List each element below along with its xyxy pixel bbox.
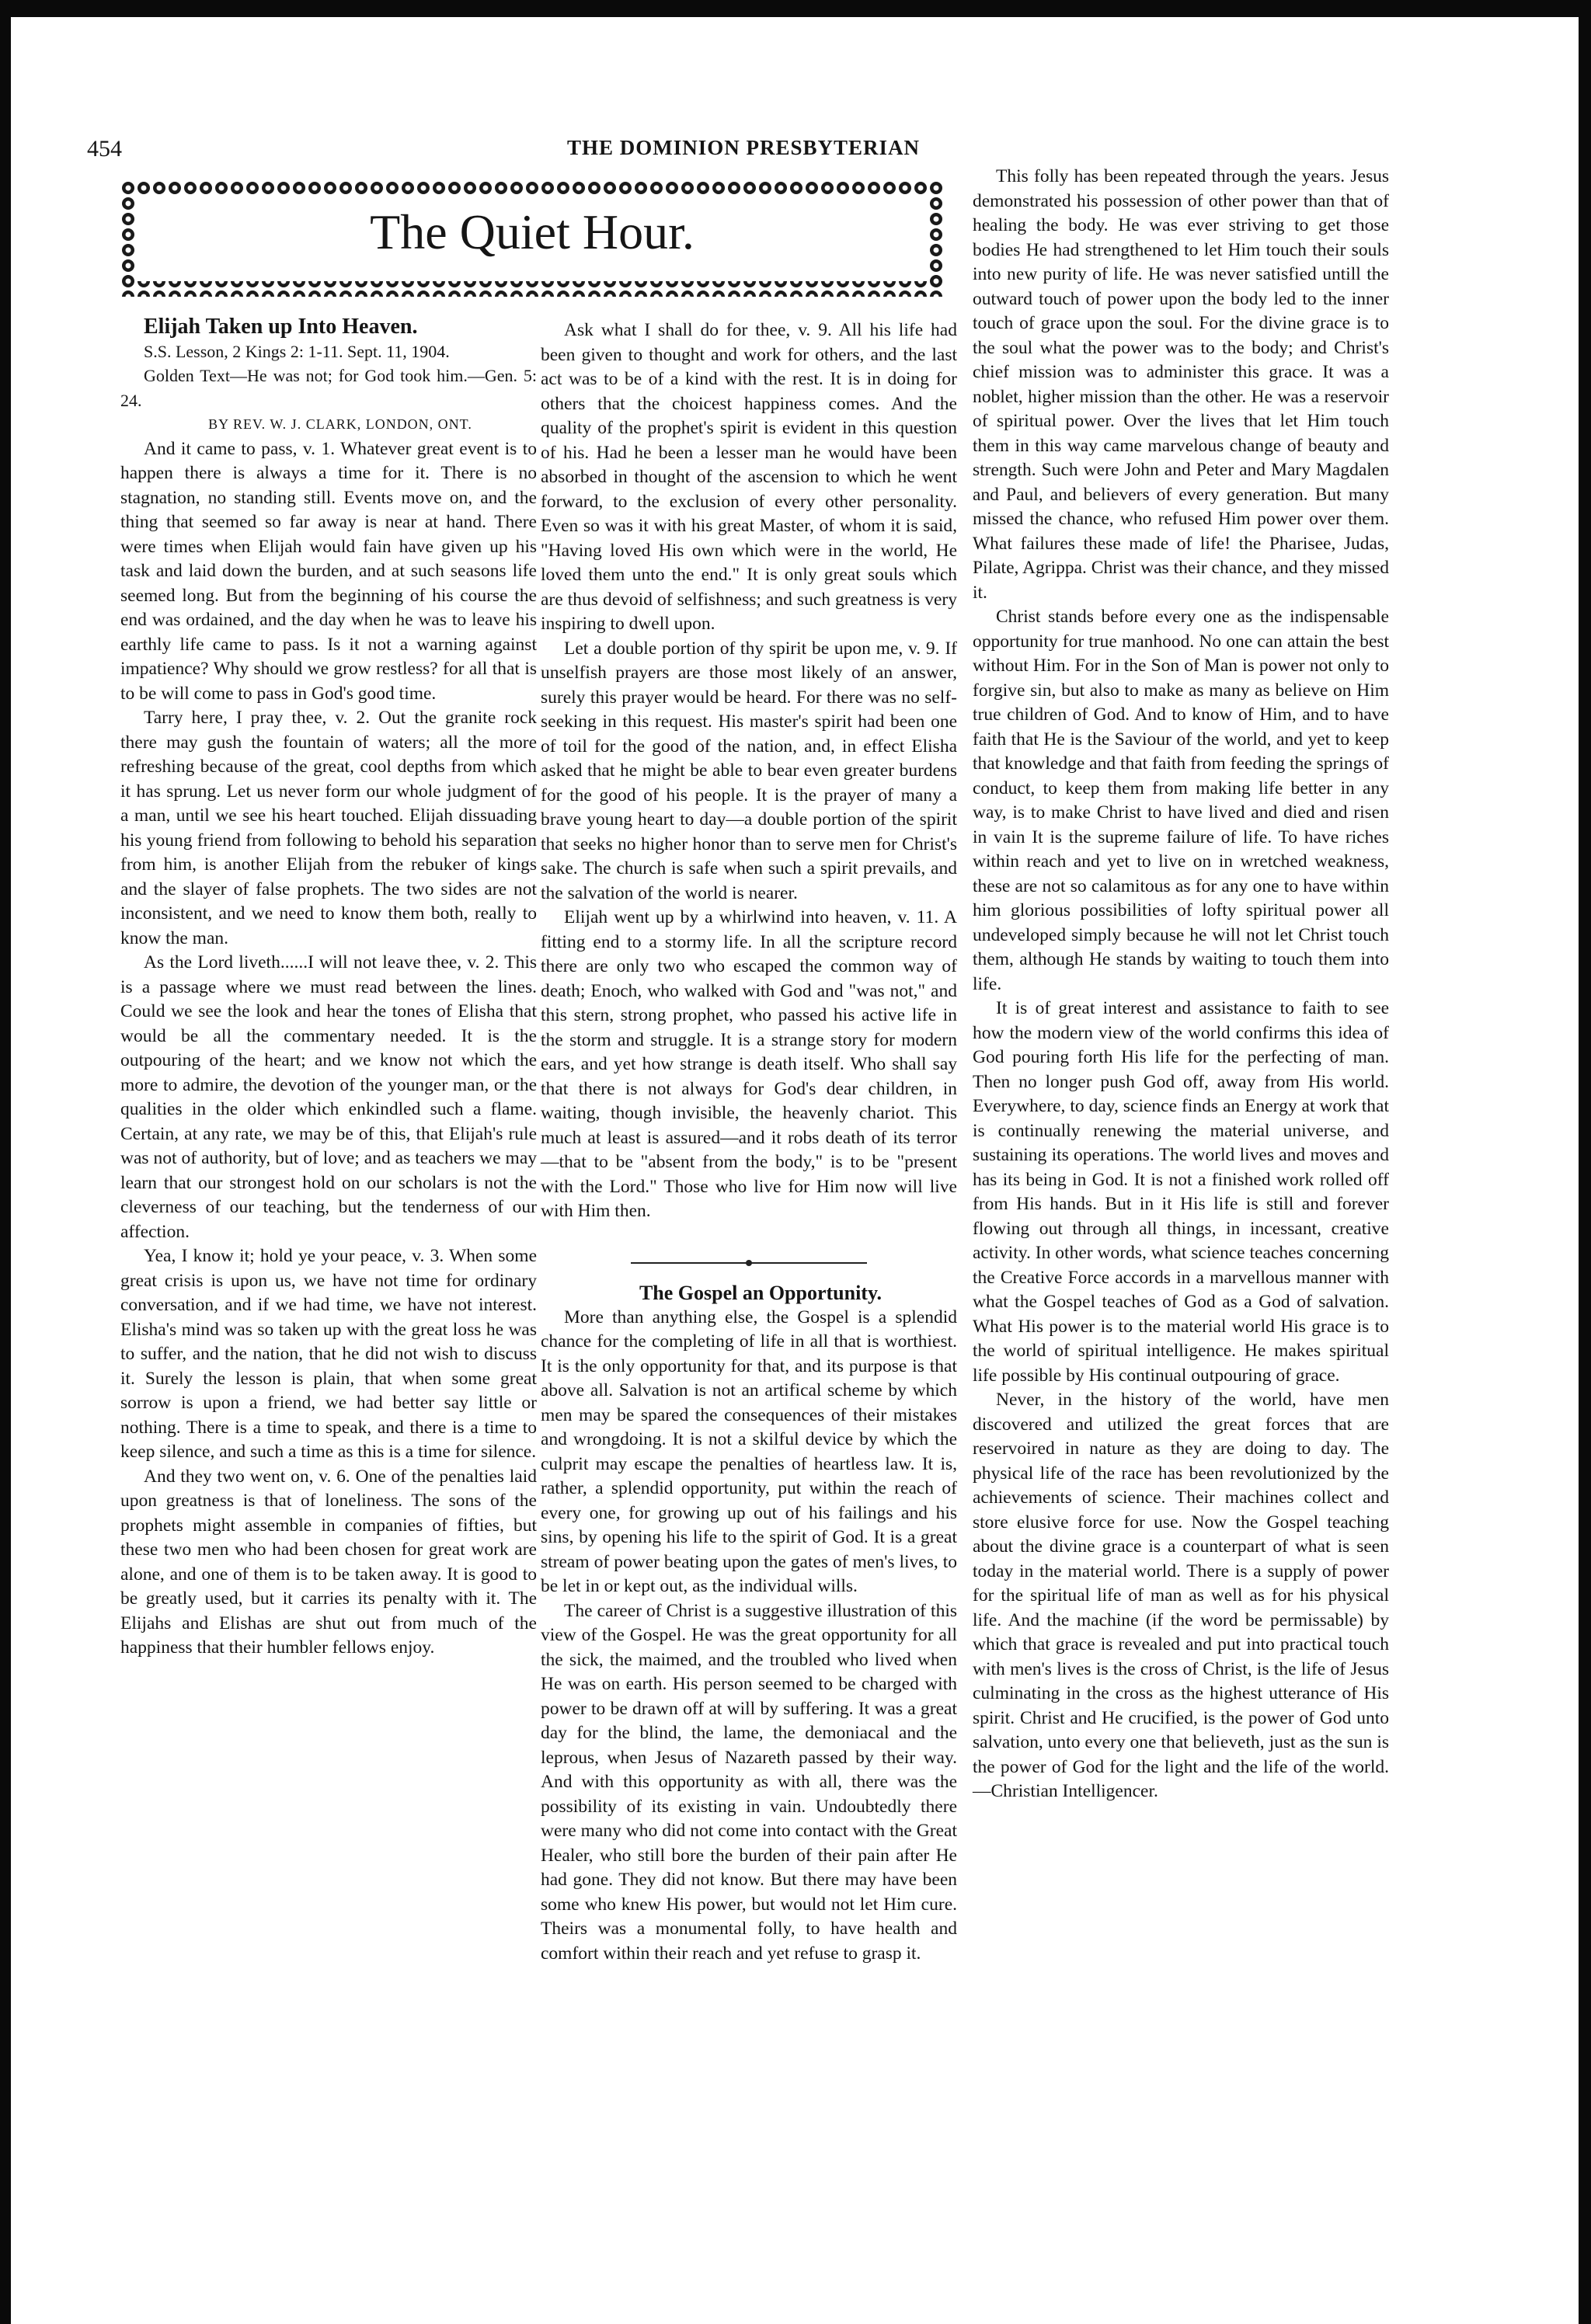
journal-title: THE DOMINION PRESBYTERIAN	[567, 136, 921, 159]
byline: BY REV. W. J. CLARK, LONDON, ONT.	[208, 416, 472, 432]
paragraph: Yea, I know it; hold ye your peace, v. 3. When some great crisis is upon us, we have not time for ordinary conversation, and if we had time, we have not interest. Elisha's mind was so taken up with the great loss he was to suffer, and the nation, that he did not wish to discuss it. Surely the lesson is plain, that when some great sorrow is upon a friend, we had better say little or nothing. There is a time to speak, and there is a time to keep silence, and such a time as this is a time for silence.	[120, 1246, 537, 1462]
paragraph: This folly has been repeated through the years. Jesus demonstrated his possession of other power than that of healing the body. He was ever striving to get those bodies He had strengthened to let Him touch their souls into new purity of life. He was never satisfied untill the outward touch of power upon the body led to the inner touch of grace upon the soul. For the divine grace is to the soul what the power was to the body; and Christ's chief mission was to administer this grace. It was a noblet, higher mission than the other. He was a reservoir of spiritual power. Over the lives that let Him touch them in this way came marvelous change of beauty and strength. Such were John and Peter and Mary Magdalen and Paul, and believers of every generation. But many missed the chance, who refused Him power over them. What failures these made of life! the Pharisee, Judas, Pilate, Agrippa. Christ was their chance, and they missed it.	[973, 166, 1389, 603]
article-title: Elijah Taken up Into Heaven.	[144, 315, 418, 339]
scan-edge-right	[1579, 0, 1591, 2324]
divider-rule	[750, 1262, 867, 1264]
article-title: The Gospel an Opportunity.	[639, 1282, 883, 1304]
paragraph: Elijah went up by a whirlwind into heaven, v. 11. A fitting end to a stormy life. In all the scripture record there are only two who escaped the common way of death; Enoch, who walked with God and "was not," and this stern, strong prophet, who passed his active life in the storm and struggle. It is a strange story for modern ears, and yet how strange is death itself. Who shall say that there is not always for God's dear children, in waiting, though invisible, the heavenly chariot. This much at least is assured—and it robs death of its terror—that to be "absent from the body," is to be "present with the Lord." Those who live for Him now will live with Him then.	[541, 907, 957, 1221]
scan-edge-left	[0, 0, 11, 2324]
column-1	[120, 315, 537, 1661]
scan-edge-top	[0, 0, 1591, 17]
paragraph: Never, in the history of the world, have men discovered and utilized the great forces that are reservoired in nature as they are doing to day. The physical life of the race has been revolutionized by the achievements of science. Their machines collect and store elusive force for use. Now the Gospel teaching about the divine grace is a counterpart of what is seen today in the material world. There is a supply of power for the spiritual life of man as well as for his physical life. And the machine (if the word be permissable) by which that grace is revealed and put into practical touch with men's lives is the cross of Christ, is the life of Jesus culminating in the cross as the highest utterance of His spirit. Christ and He crucified, is the power of God unto salvation, unto every one that believeth, just as the sun is the power of God for the light and the life of the world.—Christian Intelligencer.	[973, 1390, 1389, 1801]
paragraph: And they two went on, v. 6. One of the penalties laid upon greatness is that of loneliness. The sons of the prophets might assemble in companies of fifties, but these two men who had been chosen for great work are alone, and one of them is to be taken away. It is good to be greatly used, but it carries its penalty with it. The Elijahs and Elishas are shut out from much of the happiness that their humbler fellows enjoy.	[120, 1466, 537, 1658]
paragraph: As the Lord liveth......I will not leave thee, v. 2. This is a passage where we must read between the lines. Could we see the look and hear the tones of Elisha that would be all the commentary needed. It is the outpouring of the heart; and we know not which the more to admire, the devotion of the younger man, or the qualities in the older which enkindled such a flame. Certain, at any rate, we may be of this, that Elijah's rule was not of authority, but of love; and as teachers we may learn that our strongest hold on our scholars is not the cleverness of our teaching, but the tenderness of our affection.	[120, 952, 537, 1242]
paragraph: The career of Christ is a suggestive illustration of this view of the Gospel. He was the great opportunity for all the sick, the maimed, and the troubled who lived when He was on earth. His person seemed to be charged with power to be drawn off at will by suffering. It was a great day for the blind, the lame, the demoniacal and the leprous, when Jesus of Nazareth passed by their way. And with this opportunity as with all, there was the possibility of its existing in vain. Undoubtedly there were many who did not come into contact with the Great Healer, who still bore the burden of their pain after He had gone. They did not know. But there may have been some who knew His power, but would not let Him cure. Theirs was a monumental folly, to have health and comfort within their reach and yet refuse to grasp it.	[541, 1600, 957, 1964]
paragraph: Let a double portion of thy spirit be upon me, v. 9. If unselfish prayers are those most likely of an answer, surely this prayer would be heard. For there was no self-seeking in this request. His master's spirit had been one of toil for the good of the nation, and, in effect Elisha asked that he might be able to bear even greater burdens for the good of his people. It is the prayer of many a brave young heart to day—a double portion of the spirit that seeks no higher honor than to serve men for Christ's sake. The church is safe when such a spirit prevails, and the salvation of the world is nearer.	[541, 638, 957, 903]
column-3	[973, 165, 1389, 1804]
divider-rule	[631, 1262, 747, 1264]
page-number: 454	[87, 136, 122, 162]
lesson-reference: S.S. Lesson, 2 Kings 2: 1-11. Sept. 11, 1904.	[144, 341, 450, 361]
section-header-box	[120, 180, 944, 297]
section-title: The Quiet Hour.	[370, 204, 695, 259]
paragraph: And it came to pass, v. 1. Whatever great event is to happen there is always a time for it. There is no stagnation, no standing still. Events move on, and the thing that seemed so far away is near at hand. There were times when Elijah would fain have given up his task and laid down the burden, and at such seasons life seemed long. But from the beginning of his course the end was ordained, and the day when he was to leave his earthly life came to pass. Is it not a warning against impatience? Why should we grow restless? for all that is to be will come to pass in God's good time.	[120, 438, 537, 704]
paragraph: Christ stands before every one as the indispensable opportunity for true manhood. No one can attain the best without Him. For in the Son of Man is power not only to forgive sin, but also to make as many as believe on Him true children of God. And to know of Him, and to have faith that He is the Saviour of the world, and yet to keep that knowledge and that faith from feeding the springs of conduct, to keep them from making life better in any way, is to make Christ to have lived and died and risen in vain It is the supreme failure of life. To have riches within reach and yet to live on in wretched weakness, these are not so calamitous as for any one to have within him glorious possibilities of lofty spiritual power all undeveloped simply because he will not let Christ touch them, although He stands by waiting to touch them into life.	[973, 607, 1389, 994]
paragraph: Tarry here, I pray thee, v. 2. Out the granite rock there may gush the fountain of waters; all the more refreshing because of the great, cool depths from which it has sprung. Let us never form our whole judgment of a man, until we see his heart touched. Elijah dissuading his young friend from following to behold his separation from him, is another Elijah from the rebuker of kings and the slayer of false prophets. The two sides are not inconsistent, and we need to know them both, really to know the man.	[120, 708, 537, 948]
paragraph: More than anything else, the Gospel is a splendid chance for the completing of life in all that is worthiest. It is the only opportunity for that, and its purpose is that above all. Salvation is not an artifical scheme by which men may be spared the consequences of their mistakes and wrongdoing. It is not a skilful device by which the culprit may escape the penalties of heartless law. It is, rather, a splendid opportunity, put within the reach of every one, for growing up out of his failings and his sins, by opening his life to the spirit of God. It is a great stream of power beating upon the gates of men's lives, to be let in or kept out, as the individual wills.	[541, 1306, 957, 1596]
golden-text: Golden Text—He was not; for God took him.—Gen. 5: 24.	[120, 366, 537, 410]
paragraph: It is of great interest and assistance to faith to see how the modern view of the world confirms this idea of God pouring forth His life for the perfecting of man. Then no longer push God off, away from His world. Everywhere, to day, science finds an Energy at work that is continually renewing the material universe, and sustaining its operations. The world lives and moves and has its being in God. It is not a finished work rolled off from His hands. But in it His life is still and forever flowing out through all things, in incessant, creative activity. In other words, what science teaches concerning the Creative Force accords in a marvellous manner with what the Gospel teaches of God as a God of salvation. What His power is to the material world His grace is to the world of spiritual intelligence. He makes spiritual life possible by His continual outpouring of grace.	[973, 998, 1389, 1386]
newspaper-page	[78, 117, 1476, 2276]
column-2	[541, 318, 957, 1966]
running-head	[78, 136, 956, 167]
article-divider	[541, 1251, 957, 1275]
paragraph: Ask what I shall do for thee, v. 9. All his life had been given to thought and work for others, and the last act was to be of a kind with the rest. It is in doing for others that the choicest happiness comes. And the quality of the prophet's spirit is evident in this question of his. Had he been a lesser man he would have been absorbed in thought of the ascension to which he went forward, to the exclusion of every other personality. Even so was it with his great Master, of whom it is said, "Having loved His own which were in the world, He loved them unto the end." It is only great souls which are thus devoid of selfishness; and such greatness is very inspiring to dwell upon.	[541, 320, 957, 634]
